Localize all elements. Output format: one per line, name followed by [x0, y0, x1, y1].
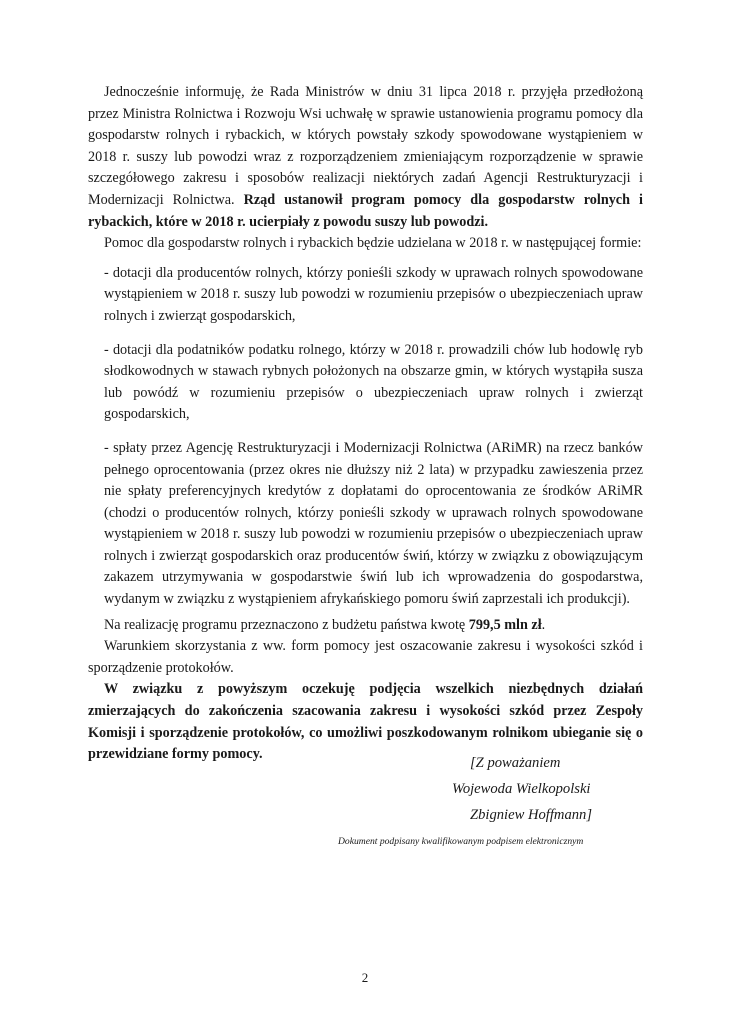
- page-number: 2: [361, 970, 369, 985]
- paragraph-forms-intro: Pomoc dla gospodarstw rolnych i rybackich będzie udzielana w 2018 r. w następującej formie:: [104, 235, 642, 252]
- signature-greeting: [Z poważaniem: [470, 755, 561, 771]
- list-item: - dotacji dla producentów rolnych, którzy ponieśli szkody w uprawach rolnych spowodowane wystąpieniem w 2018 r. suszy lub powodzi w rozumieniu przepisów o ubezpieczeniach upraw rolnych i zwierząt gospodarskich,: [104, 264, 643, 324]
- paragraph-text: .: [541, 616, 546, 633]
- paragraph-council-resolution: [88, 82, 643, 233]
- list-item: - dotacji dla podatników podatku rolnego, którzy w 2018 r. prowadzili chów lub hodowlę ryb słodkowodnych w stawach rybnych położonych na obszarze gmin, w których wystąpiła susza lub powódź w rozumieniu przepisów o ubezpieczeniach upraw rolnych i zwierząt gospodarskich,: [104, 341, 643, 423]
- electronic-signature-note: Dokument podpisany kwalifikowanym podpisem elektronicznym: [338, 836, 584, 847]
- signature-name: Zbigniew Hoffmann]: [470, 807, 593, 823]
- paragraph-closing-request: W związku z powyższym oczekuję podjęcia wszelkich niezbędnych działań zmierzających do zakończenia szacowania zakresu i wysokości szkód przez Zespoły Komisji i sporządzenie protokołów, co umożliwi poszkodowanym rolnikom ubieganie się o przewidziane formy pomocy.: [88, 681, 643, 763]
- paragraph-budget: [88, 615, 643, 637]
- signature-title: Wojewoda Wielkopolski: [452, 781, 591, 797]
- paragraph-conditions: Warunkiem skorzystania z ww. form pomocy jest oszacowanie zakresu i wysokości szkód i sporządzenie protokołów.: [88, 638, 643, 676]
- bold-statement: Rząd ustanowił program pomocy dla gospodarstw rolnych i rybackich, które w 2018 r. ucierpiały z powodu suszy lub powodzi.: [88, 191, 643, 230]
- budget-amount: 799,5 mln zł: [468, 616, 542, 633]
- signature-block: [452, 750, 592, 828]
- aid-forms-list: [104, 263, 643, 611]
- paragraph-text: Na realizację programu przeznaczono z budżetu państwa kwotę: [104, 616, 469, 633]
- paragraph-text: Jednocześnie informuję, że Rada Ministrów w dniu 31 lipca 2018 r. przyjęła przedłożoną przez Ministra Rolnictwa i Rozwoju Wsi uchwałę w sprawie ustanowienia programu pomocy dla gospodarstw rolnych i rybackich, w których powstały szkody spowodowane wystąpieniem w 2018 r. suszy lub powodzi wraz z rozporządzeniem zmieniającym rozporządzenie w sprawie szczegółowego zakresu i sposobów realizacji niektórych zadań Agencji Restrukturyzacji i Modernizacji Rolnictwa.: [88, 84, 643, 208]
- letter-body: [88, 82, 643, 766]
- list-item: - spłaty przez Agencję Restrukturyzacji i Modernizacji Rolnictwa (ARiMR) na rzecz banków pełnego oprocentowania (przez okres nie dłuższy niż 2 lata) w przypadku zawieszenia przez nie spłaty preferencyjnych kredytów z dopłatami do oprocentowania ze środków ARiMR (chodzi o producentów rolnych, którzy ponieśli szkody w uprawach rolnych spowodowane wystąpieniem w 2018 r. suszy lub powodzi w rozumieniu przepisów o ubezpieczeniach upraw rolnych i zwierząt gospodarskich oraz producentów świń, którzy w związku z obowiązującym zakazem utrzymywania w gospodarstwie świń lub ich wprowadzenia do gospodarstwa, wydanym w związku z wystąpieniem afrykańskiego pomoru świń zaprzestali ich produkcji).: [104, 439, 643, 608]
